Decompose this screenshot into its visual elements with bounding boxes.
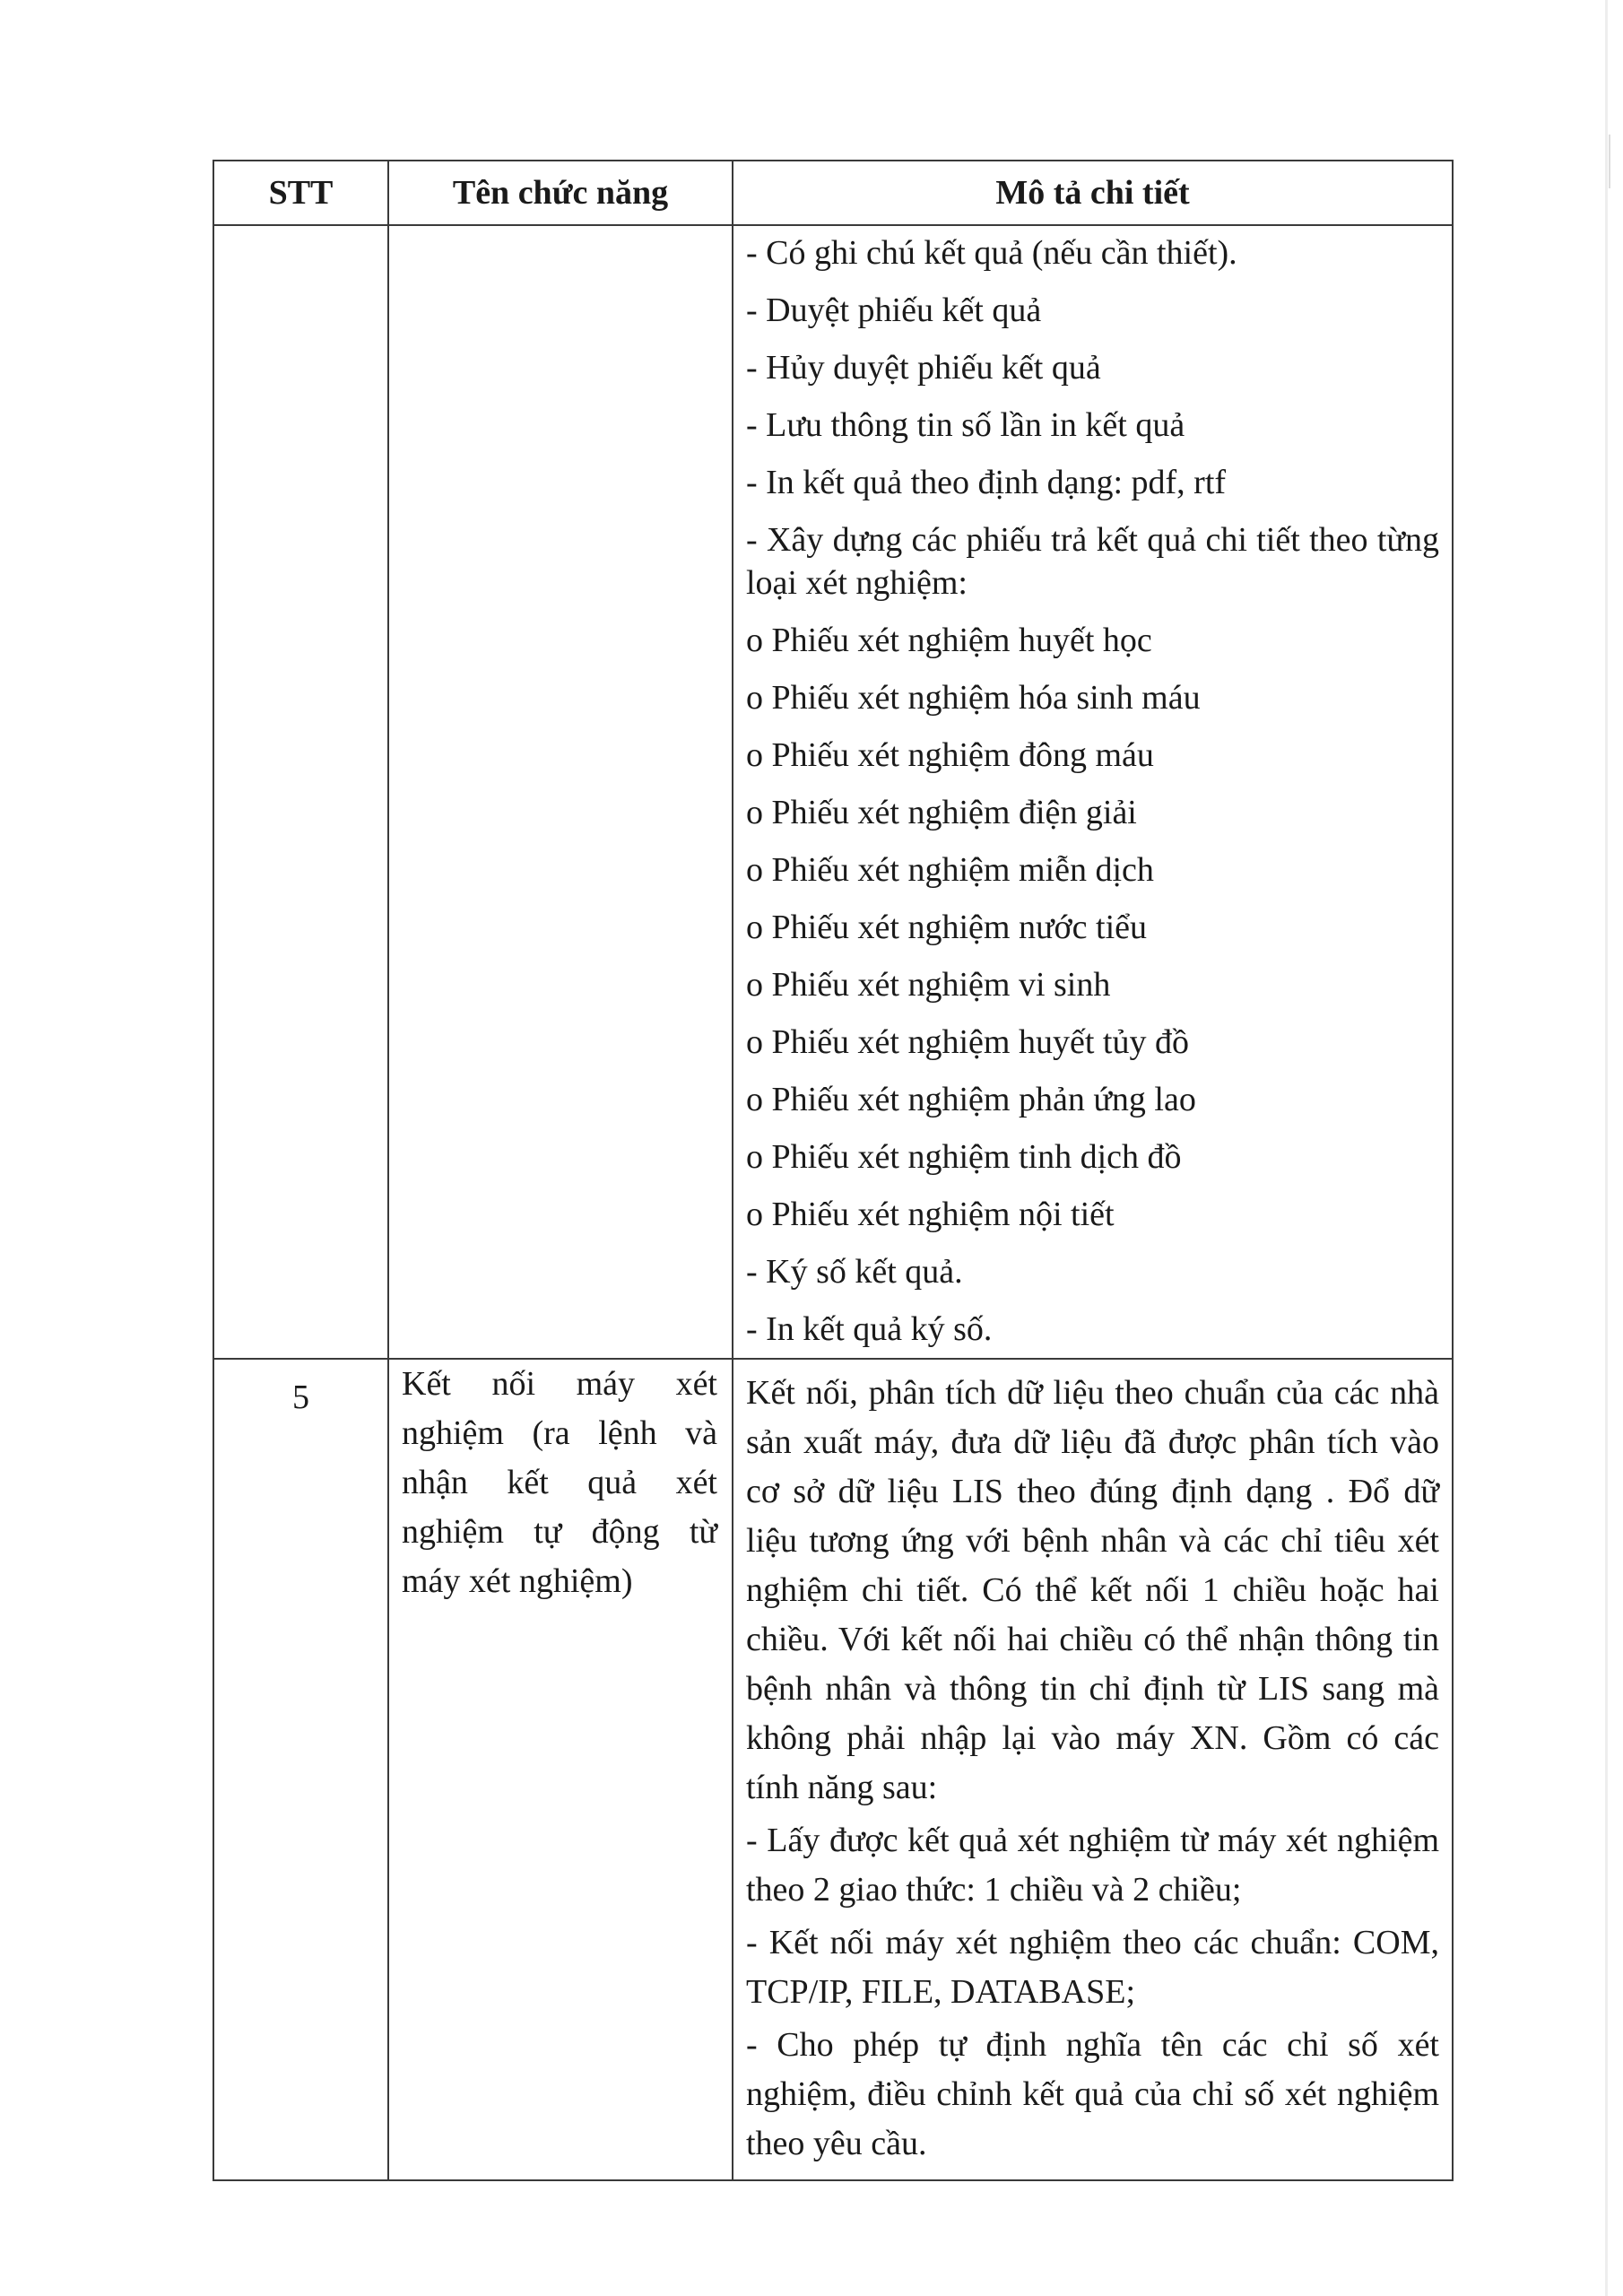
description-line: - Hủy duyệt phiếu kết quả — [746, 349, 1101, 387]
table-row — [213, 225, 1453, 1359]
function-name-text: Kết nối máy xét nghiệm (ra lệnh và nhận kết quả xét nghiệm tự động từ máy xét nghiệm) — [402, 1365, 717, 1600]
row-description — [733, 1359, 1453, 2180]
description-line: - Cho phép tự định nghĩa tên các chỉ số xét nghiệm, điều chỉnh kết quả của chỉ số xét nghiệm theo yêu cầu. — [746, 2026, 1439, 2162]
description-sub-item: o Phiếu xét nghiệm miễn dịch — [746, 851, 1154, 889]
description-sub-item: o Phiếu xét nghiệm nước tiểu — [746, 909, 1148, 946]
description-line: - In kết quả ký số. — [746, 1310, 993, 1348]
row-function-name — [388, 1359, 733, 2180]
description-sub-item: o Phiếu xét nghiệm phản ứng lao — [746, 1081, 1196, 1118]
row-stt — [213, 225, 388, 1359]
description-sub-item: o Phiếu xét nghiệm nội tiết — [746, 1196, 1115, 1233]
description-line: - Có ghi chú kết quả (nếu cần thiết). — [746, 234, 1237, 272]
description-sub-item: o Phiếu xét nghiệm điện giải — [746, 794, 1137, 831]
description-sub-item: o Phiếu xét nghiệm hóa sinh máu — [746, 679, 1201, 717]
description-line: - In kết quả theo định dạng: pdf, rtf — [746, 464, 1227, 501]
description-sub-item: o Phiếu xét nghiệm tinh dịch đồ — [746, 1138, 1182, 1176]
header-description: Mô tả chi tiết — [733, 161, 1453, 225]
page-edge-mark — [1609, 135, 1610, 188]
row-description — [733, 225, 1453, 1359]
description-sub-item: o Phiếu xét nghiệm vi sinh — [746, 966, 1111, 1004]
function-spec-table — [213, 160, 1454, 2181]
description-sub-item: o Phiếu xét nghiệm huyết học — [746, 622, 1152, 659]
description-line: - Lưu thông tin số lần in kết quả — [746, 406, 1185, 444]
description-sub-item: o Phiếu xét nghiệm huyết tủy đồ — [746, 1023, 1189, 1061]
description-line: - Lấy được kết quả xét nghiệm từ máy xét nghiệm theo 2 giao thức: 1 chiều và 2 chiều; — [746, 1822, 1439, 1909]
description-paragraph: Kết nối, phân tích dữ liệu theo chuẩn của các nhà sản xuất máy, đưa dữ liệu đã được phân tích vào cơ sở dữ liệu LIS theo đúng định dạng . Đổ dữ liệu tương ứng với bệnh nhân và các chỉ tiêu xét nghiệm chi tiết. Có thể kết nối 1 chiều hoặc hai chiều. Với kết nối hai chiều có thể nhận thông tin bệnh nhân và thông tin chỉ định từ LIS sang mà không phải nhập lại vào máy XN. Gồm có các tính năng sau: — [746, 1374, 1439, 1806]
description-line: - Ký số kết quả. — [746, 1253, 963, 1291]
header-function-name: Tên chức năng — [388, 161, 733, 225]
row-function-name — [388, 225, 733, 1359]
description-line: - Duyệt phiếu kết quả — [746, 291, 1042, 329]
row-stt — [213, 1359, 388, 2180]
table-header-row — [213, 161, 1453, 225]
table-row — [213, 1359, 1453, 2180]
description-line: - Xây dựng các phiếu trả kết quả chi tiết theo từng loại xét nghiệm: — [746, 521, 1439, 602]
description-sub-item: o Phiếu xét nghiệm đông máu — [746, 736, 1154, 774]
page-edge — [1605, 0, 1608, 2296]
description-line: - Kết nối máy xét nghiệm theo các chuẩn: COM, TCP/IP, FILE, DATABASE; — [746, 1924, 1439, 2011]
header-stt: STT — [213, 161, 388, 225]
row-stt-number: 5 — [292, 1378, 309, 1416]
